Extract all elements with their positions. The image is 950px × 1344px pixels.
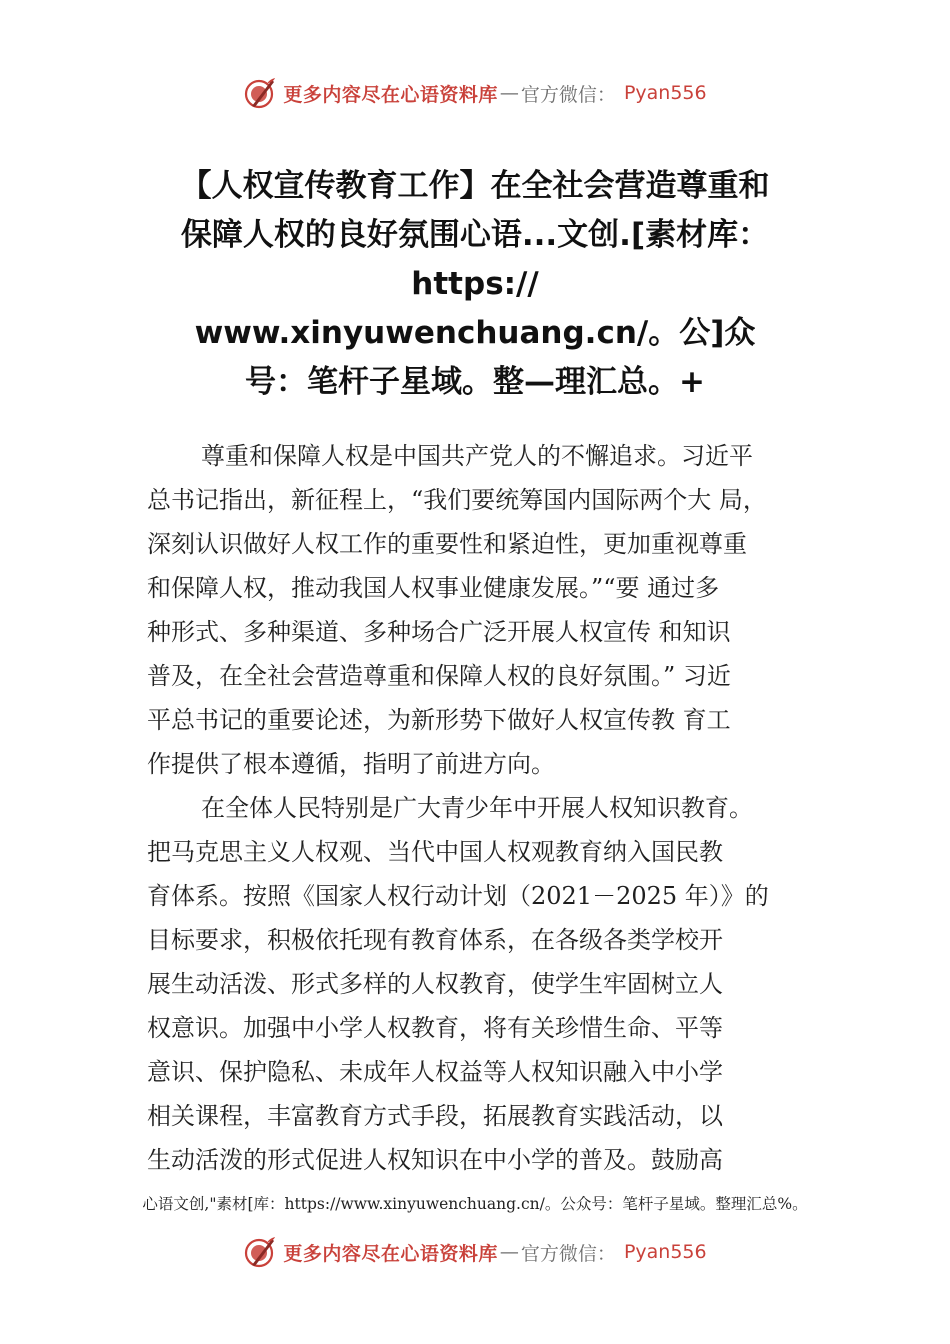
text-line: 育体系。按照《国家人权行动计划（2021－2025 年）》的 [147,882,769,910]
title-line: https:// [411,266,539,302]
text-line: 展生动活泼、形式多样的人权教育，使学生牢固树立人 [147,970,723,998]
text-line: 权意识。加强中小学人权教育，将有关珍惜生命、平等 [147,1014,723,1042]
text-line: 相关课程，丰富教育方式手段，拓展教育实践活动，以 [147,1102,723,1130]
banner-separator: — [499,1241,519,1263]
text-line: 意识、保护隐私、未成年人权益等人权知识融入中小学 [147,1058,723,1086]
text-line: 生动活泼的形式促进人权知识在中小学的普及。鼓励高 [147,1146,723,1174]
document-title [130,162,820,407]
paragraph [147,786,837,1182]
title-line: 号：笔杆子星域。整—理汇总。+ [245,364,705,400]
text-line: 深刻认识做好人权工作的重要性和紧迫性，更加重视尊重 [147,530,747,558]
banner-text: 更多内容尽在心语资料库 [283,83,498,106]
text-line: 种形式、多种渠道、多种场合广泛开展人权宣传 和知识 [147,618,731,646]
text-line: 在全体人民特别是广大青少年中开展人权知识教育。 [201,794,753,822]
text-line: 普及，在全社会营造尊重和保障人权的良好氛围。” 习近 [147,662,731,690]
footer-note: 心语文创,"素材[库：https://www.xinyuwenchuang.cn/。公众号：笔杆子星域。整理汇总%。 [142,1195,808,1213]
banner-wechat-id: Pyan556 [623,82,707,104]
banner-wechat-label: 官方微信： [520,1242,616,1265]
text-line: 尊重和保障人权是中国共产党人的不懈追求。习近平 [201,442,753,470]
text-line: 把马克思主义人权观、当代中国人权观教育纳入国民教 [147,838,723,866]
text-line: 平总书记的重要论述，为新形势下做好人权宣传教 育工 [147,706,731,734]
text-line: 目标要求，积极依托现有教育体系，在各级各类学校开 [147,926,723,954]
quill-seal-icon [243,76,277,110]
banner-text: 更多内容尽在心语资料库 [283,1242,498,1265]
title-line: 保障人权的良好氛围心语...文创.[素材库： [180,217,770,253]
quill-seal-icon [243,1235,277,1269]
footer-banner [0,1232,950,1272]
text-line: 和保障人权，推动我国人权事业健康发展。”“要 通过多 [147,574,720,602]
text-line: 总书记指出，新征程上，“我们要统筹国内国际两个大 局， [147,486,767,514]
banner-wechat-id: Pyan556 [623,1241,707,1263]
paragraph [147,434,837,786]
title-line: 【人权宣传教育工作】在全社会营造尊重和 [180,168,770,204]
title-line: www.xinyuwenchuang.cn/。公]众 [194,315,756,351]
document-body [147,434,837,1182]
header-banner [0,73,950,113]
text-line: 作提供了根本遵循，指明了前进方向。 [147,750,555,778]
banner-separator: — [499,82,519,104]
banner-wechat-label: 官方微信： [520,83,616,106]
